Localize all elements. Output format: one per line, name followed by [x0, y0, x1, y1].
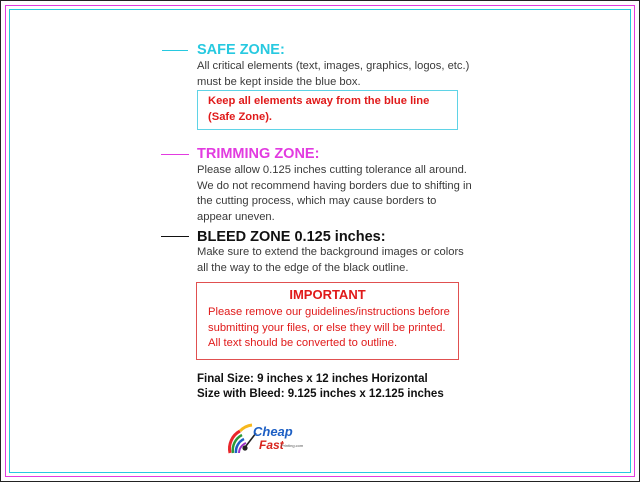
important-line: Please remove our guidelines/instructions before [208, 306, 450, 318]
logo-text-cheap: Cheap [253, 424, 293, 439]
callout-line: Keep all elements away from the blue line [208, 95, 430, 107]
trimming-zone-line: the cutting process, which may cause borders to [197, 195, 437, 207]
bleed-zone-text [197, 245, 464, 276]
safe-zone-text [197, 59, 469, 90]
callout-line: (Safe Zone). [208, 110, 273, 123]
important-line: submitting your files, or else they will be printed. [208, 321, 446, 334]
trimming-zone-indicator [161, 154, 189, 155]
logo-text-domain: Printing.com [281, 443, 304, 448]
important-line: All text should be converted to outline. [208, 337, 398, 349]
company-logo [226, 417, 322, 461]
logo-text-fast: Fast [259, 438, 284, 452]
important-box [196, 282, 459, 360]
bleed-zone-indicator [161, 236, 189, 237]
bleed-size: Size with Bleed: 9.125 inches x 12.125 inches [197, 388, 444, 400]
final-size: Final Size: 9 inches x 12 inches Horizontal [197, 373, 428, 385]
trimming-zone-line: appear uneven. [197, 210, 275, 223]
trimming-zone-title: TRIMMING ZONE: [197, 146, 320, 162]
trimming-zone-line: We do not recommend having borders due to shifting in [197, 179, 472, 192]
safe-zone-line: must be kept inside the blue box. [197, 75, 361, 88]
safe-zone-callout-box [197, 90, 458, 130]
bleed-zone-line: Make sure to extend the background images or colors [197, 246, 464, 258]
important-text [208, 305, 450, 352]
bleed-zone-line: all the way to the edge of the black outline. [197, 261, 409, 274]
important-heading: IMPORTANT [289, 287, 366, 302]
bleed-zone-title: BLEED ZONE 0.125 inches: [197, 229, 386, 245]
trimming-zone-text [197, 163, 472, 225]
safe-zone-callout-text [208, 94, 429, 125]
safe-zone-title: SAFE ZONE: [197, 42, 285, 58]
trimming-zone-line: Please allow 0.125 inches cutting tolerance all around. [197, 164, 467, 176]
safe-zone-indicator [162, 50, 188, 51]
safe-zone-line: All critical elements (text, images, graphics, logos, etc.) [197, 60, 470, 72]
size-info [197, 372, 444, 402]
